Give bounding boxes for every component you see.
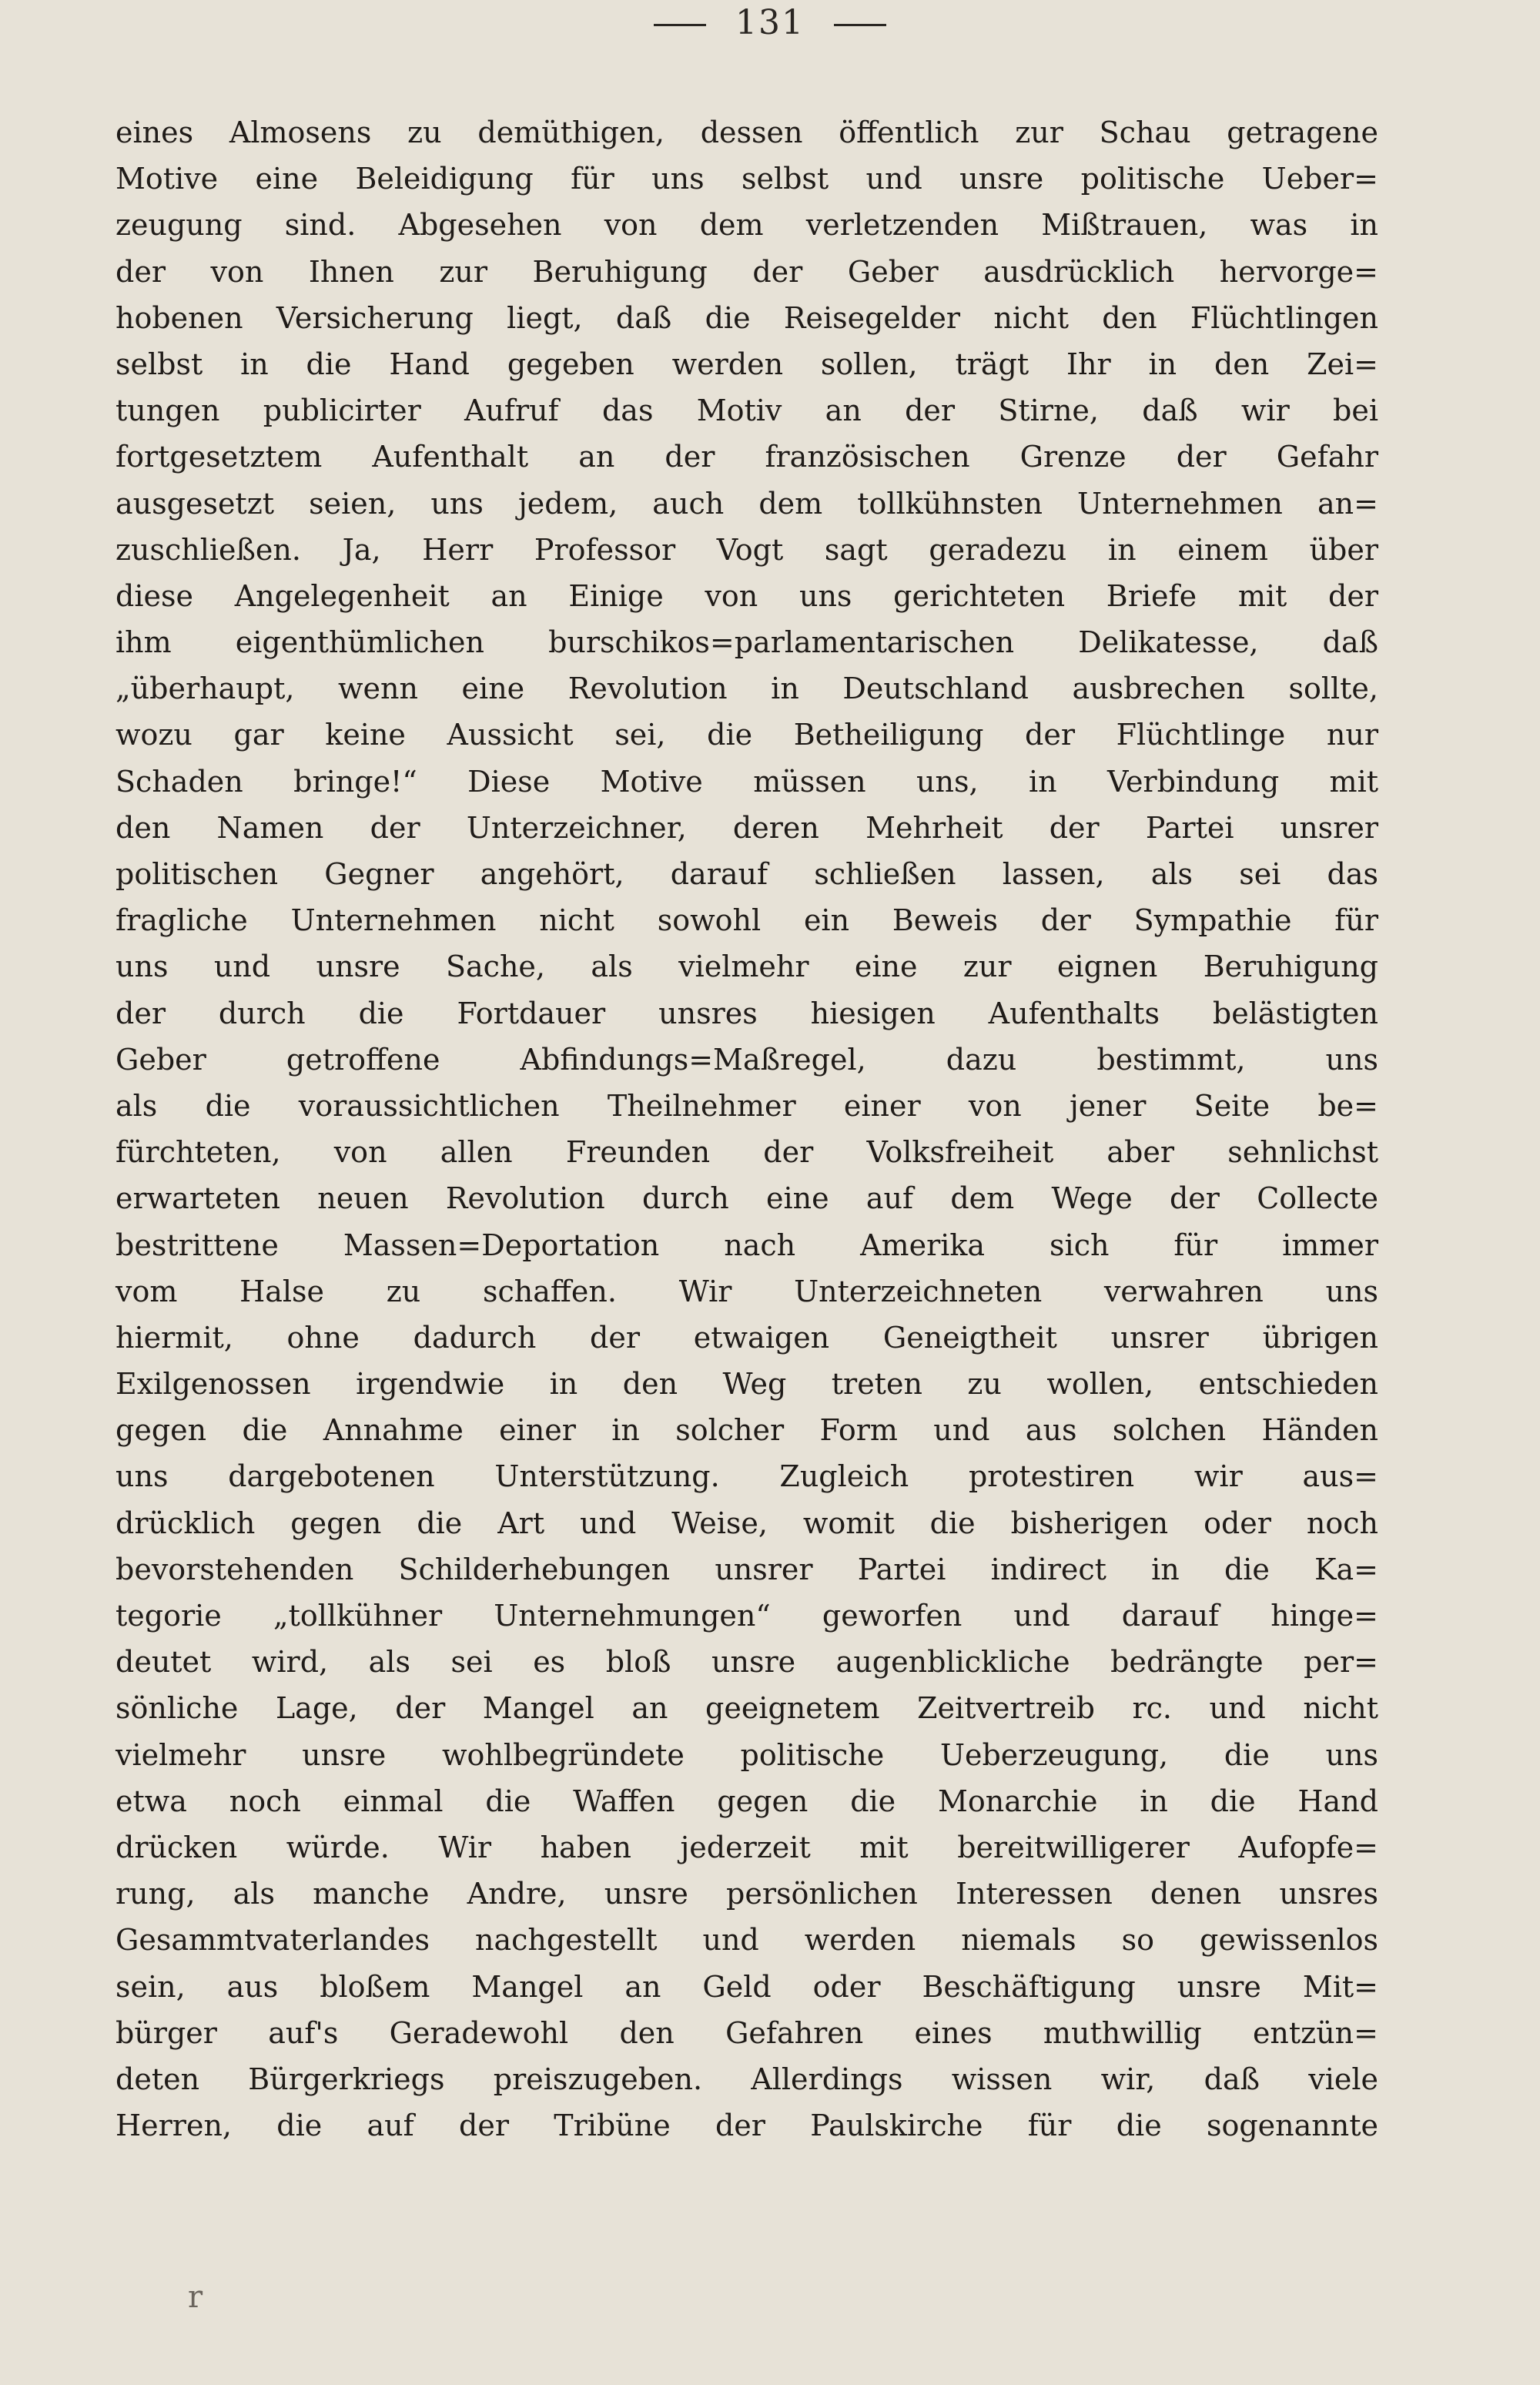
text-line: fortgesetztem Aufenthalt an der französischen Grenze der Gefahr — [116, 440, 1378, 474]
text-line: hobenen Versicherung liegt, daß die Reisegelder nicht den Flüchtlingen — [116, 300, 1378, 335]
text-line: vielmehr unsre wohlbegründete politische Ueberzeugung, die uns — [116, 1737, 1378, 1772]
text-line: wozu gar keine Aussicht sei, die Betheiligung der Flüchtlinge nur — [116, 718, 1378, 752]
text-line: der von Ihnen zur Beruhigung der Geber ausdrücklich hervorge= — [116, 254, 1378, 289]
text-line: Exilgenossen irgendwie in den Weg treten zu wollen, entschieden — [116, 1367, 1378, 1402]
text-line: der durch die Fortdauer unsres hiesigen Aufenthalts belästigten — [116, 996, 1378, 1030]
text-line: Schaden bringe!“ Diese Motive müssen uns, in Verbindung mit — [116, 764, 1378, 799]
text-line: Gesammtvaterlandes nachgestellt und werden niemals so gewissenlos — [116, 1923, 1378, 1958]
text-line: vom Halse zu schaffen. Wir Unterzeichneten verwahren uns — [116, 1274, 1378, 1308]
text-line: Motive eine Beleidigung für uns selbst und unsre politische Ueber= — [116, 162, 1378, 196]
text-line: hiermit, ohne dadurch der etwaigen Geneigtheit unsrer übrigen — [116, 1320, 1378, 1355]
text-line: uns und unsre Sache, als vielmehr eine zur eignen Beruhigung — [116, 950, 1378, 984]
text-line: gegen die Annahme einer in solcher Form und aus solchen Händen — [116, 1413, 1378, 1448]
page-number: 131 — [735, 3, 805, 42]
text-line: selbst in die Hand gegeben werden sollen, trägt Ihr in den Zei= — [116, 347, 1378, 381]
text-line: bevorstehenden Schilderhebungen unsrer Partei indirect in die Ka= — [116, 1552, 1378, 1586]
text-line: sein, aus bloßem Mangel an Geld oder Beschäftigung unsre Mit= — [116, 1969, 1378, 2004]
text-line: drücklich gegen die Art und Weise, womit die bisherigen oder noch — [116, 1506, 1378, 1540]
text-line: erwarteten neuen Revolution durch eine auf dem Wege der Collecte — [116, 1181, 1378, 1216]
text-line: fragliche Unternehmen nicht sowohl ein Beweis der Sympathie für — [116, 903, 1378, 938]
text-line: zuschließen. Ja, Herr Professor Vogt sagt geradezu in einem über — [116, 532, 1378, 567]
text-line: deutet wird, als sei es bloß unsre augenblickliche bedrängte per= — [116, 1645, 1378, 1680]
text-line: „überhaupt, wenn eine Revolution in Deutschland ausbrechen sollte, — [116, 672, 1378, 706]
text-line: rung, als manche Andre, unsre persönlichen Interessen denen unsres — [116, 1877, 1378, 1911]
left-dash — [654, 24, 706, 26]
text-line: ausgesetzt seien, uns jedem, auch dem tollkühnsten Unternehmen an= — [116, 486, 1378, 521]
text-line: bestrittene Massen=Deportation nach Amerika sich für immer — [116, 1228, 1378, 1262]
text-line: politischen Gegner angehört, darauf schließen lassen, als sei das — [116, 857, 1378, 891]
text-line: ihm eigenthümlichen burschikos=parlamentarischen Delikatesse, daß — [116, 625, 1378, 660]
text-line: den Namen der Unterzeichner, deren Mehrheit der Partei unsrer — [116, 810, 1378, 845]
text-line: etwa noch einmal die Waffen gegen die Monarchie in die Hand — [116, 1784, 1378, 1818]
text-line: fürchteten, von allen Freunden der Volksfreiheit aber sehnlichst — [116, 1135, 1378, 1170]
text-line: eines Almosens zu demüthigen, dessen öffentlich zur Schau getragene — [116, 116, 1378, 149]
stray-mark: r — [188, 2279, 203, 2315]
text-line: uns dargebotenen Unterstützung. Zugleich protestiren wir aus= — [116, 1459, 1378, 1494]
body-text — [116, 109, 1378, 2149]
right-dash — [834, 24, 886, 26]
text-line: als die voraussichtlichen Theilnehmer einer von jener Seite be= — [116, 1088, 1378, 1123]
text-line: sönliche Lage, der Mangel an geeignetem Zeitvertreib rc. und nicht — [116, 1691, 1378, 1726]
text-line: drücken würde. Wir haben jederzeit mit bereitwilligerer Aufopfe= — [116, 1830, 1378, 1864]
text-line: tegorie „tollkühner Unternehmungen“ geworfen und darauf hinge= — [116, 1599, 1378, 1633]
page-number-header — [0, 3, 1540, 42]
text-line: zeugung sind. Abgesehen von dem verletzenden Mißtrauen, was in — [116, 208, 1378, 243]
text-line: diese Angelegenheit an Einige von uns gerichteten Briefe mit der — [116, 578, 1378, 613]
text-line: tungen publicirter Aufruf das Motiv an der Stirne, daß wir bei — [116, 394, 1378, 428]
text-line: bürger auf's Geradewohl den Gefahren eines muthwillig entzün= — [116, 2015, 1378, 2050]
text-line: Geber getroffene Abfindungs=Maßregel, dazu bestimmt, uns — [116, 1042, 1378, 1077]
text-line: deten Bürgerkriegs preiszugeben. Allerdings wissen wir, daß viele — [116, 2062, 1378, 2096]
text-line: Herren, die auf der Tribüne der Paulskirche für die sogenannte — [116, 2109, 1378, 2143]
